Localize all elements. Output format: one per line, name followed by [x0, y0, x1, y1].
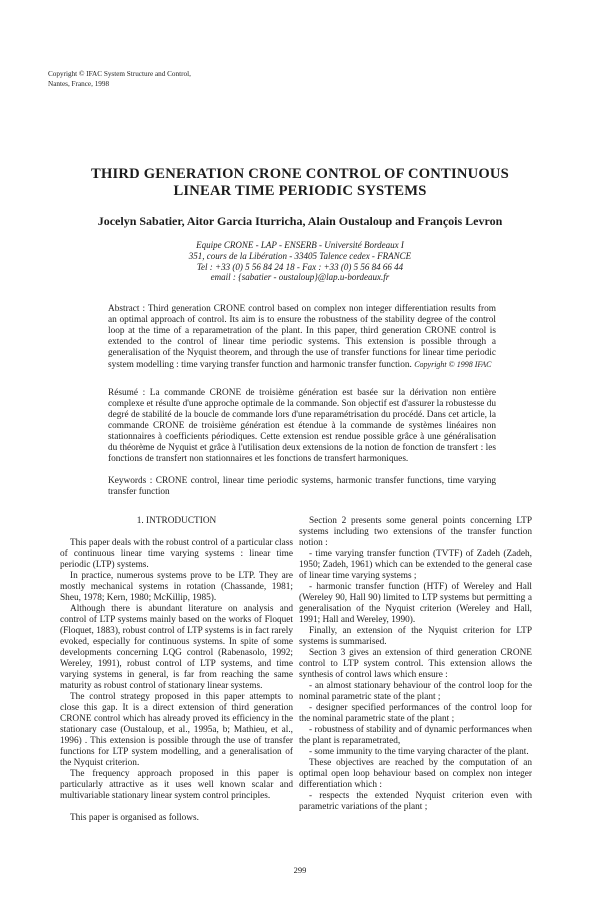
intro-paragraph-5: The frequency approach proposed in this paper is particularly attractive as it uses well known scalar and multivariable stationary linear system control principles.: [60, 769, 293, 801]
right-list-item-performances: - designer specified performances of the control loop for the nominal parametric state of the plant ;: [299, 703, 532, 724]
affiliation-line-2: 351, cours de la Libération - 33405 Talence cedex - FRANCE: [188, 250, 412, 261]
right-list-item-htf: - harmonic transfer function (HTF) of Wereley and Hall (Wereley 90, Hall 90) limited to LTP systems but permitting a generalisation of the Nyquist criterion (Wereley and Hall, 1991; Hall and Wereley, 1990).: [299, 582, 532, 625]
copyright-line-2: Nantes, France, 1998: [48, 80, 110, 88]
right-list-item-immunity: - some immunity to the time varying character of the plant.: [309, 747, 529, 757]
author-list: Jocelyn Sabatier, Aitor Garcia Iturricha, Alain Oustaloup and François Levron: [97, 214, 503, 228]
intro-paragraph-2: In practice, numerous systems prove to be LTP. They are mostly mechanical systems in rotation (Chassande, 1981; Sheu, 1978; Kern, 1980; McKillip, 1985).: [60, 571, 293, 603]
right-paragraph-10: These objectives are reached by the computation of an optimal open loop behaviour based on complex non integer differentiation which :: [299, 758, 532, 790]
right-list-item-nyquist: - respects the extended Nyquist criterion even with parametric variations of the plant ;: [299, 791, 532, 812]
right-column: [299, 516, 532, 813]
copyright-notice: [48, 69, 308, 89]
affiliation-line-1: Equipe CRONE - LAP - ENSERB - Université Bordeaux I: [196, 240, 404, 250]
abstract-text: Abstract : Third generation CRONE control based on complex non integer differentiation results from an optimal approach of control. Its aim is to ensure the robustness of the stability degree of the control loop at the time of a reparametration of the plant. In this paper, third generation CRONE control is extended to the control of linear time periodic systems. This extension is possible through a generalisation of the Nyquist theorem, and through the use of transfer functions for linear time periodic system modelling : time varying transfer function and harmonic transfer function.: [108, 304, 496, 370]
abstract: [108, 304, 496, 371]
abstract-copyright: Copyright © 1998 IFAC: [414, 360, 492, 369]
right-list-item-tvtf: - time varying transfer function (TVTF) of Zadeh (Zadeh, 1950; Zadeh, 1961) which can be extended to the general case of linear time varying systems ;: [299, 549, 532, 581]
intro-paragraph-4: The control strategy proposed in this paper attempts to close this gap. It is a direct extension of third generation CRONE control which has already proved its efficiency in the stationary case (Oustaloup, et al., 1995a, b; Mathieu, et al., 1996) . This extension is possible through the use of transfer functions for LTP system modelling, and a generalisation of the Nyquist criterion.: [60, 692, 293, 768]
affiliation: [70, 240, 530, 283]
copyright-line-1: Copyright © IFAC System Structure and Control,: [48, 70, 191, 78]
left-column: [60, 516, 293, 824]
keywords: Keywords : CRONE control, linear time periodic systems, harmonic transfer functions, time varying transfer function: [108, 476, 496, 497]
title-line-1: THIRD GENERATION CRONE CONTROL OF CONTINUOUS: [91, 166, 509, 182]
title-line-2: LINEAR TIME PERIODIC SYSTEMS: [173, 183, 427, 199]
right-paragraph-1: Section 2 presents some general points concerning LTP systems including two extensions of the transfer function notion :: [299, 516, 532, 548]
intro-paragraph-1: This paper deals with the robust control of a particular class of continuous linear time varying systems : linear time periodic (LTP) systems.: [60, 538, 293, 570]
intro-paragraph-6: This paper is organised as follows.: [70, 813, 199, 823]
intro-paragraph-3: Although there is abundant literature on analysis and control of LTP systems mainly based on the works of Floquet (Floquet, 1883), robust control of LTP systems is in fact rarely evoked, especially for continuous systems. In spite of some developments concerning LQG control (Rabenasolo, 1992; Wereley, 1991), robust control of LTP systems, and time varying systems in general, is far from reaching the same maturity as robust control of stationary linear systems.: [60, 604, 293, 691]
resume-french-abstract: Résumé : La commande CRONE de troisième génération est basée sur la dérivation non entière complexe et résulte d'une approche optimale de la commande. Son objectif est d'assurer la robustesse du degré de stabilité de la boucle de commande lors d'une reparamétrisation du procédé. Dans cet article, la commande CRONE de troisième génération est étendue à la commande de systèmes linéaires non stationnaires à coefficients périodiques. Cette extension est rendue possible grâce à une généralisation du théorème de Nyquist et grâce à l'utilisation deux extensions de la notion de fonction de transfert : les fonctions de transfert non stationnaires et les fonctions de transfert harmoniques.: [108, 388, 497, 464]
right-list-item-stationary: - an almost stationary behaviour of the control loop for the nominal parametric state of the plant ;: [299, 681, 532, 702]
affiliation-email: email : {sabatier - oustaloup}@lap.u-bordeaux.fr: [210, 272, 390, 283]
page-number: 299: [293, 865, 307, 875]
right-list-item-robustness: - robustness of stability and of dynamic performances when the plant is reparametrated,: [299, 725, 532, 746]
right-paragraph-4: Finally, an extension of the Nyquist criterion for LTP systems is summarised.: [299, 626, 532, 647]
paper-title: [40, 166, 560, 200]
section-heading-introduction: 1. INTRODUCTION: [136, 516, 217, 526]
right-paragraph-5: Section 3 gives an extension of third generation CRONE control to LTP system control. This extension allows the synthesis of control laws which ensure :: [299, 648, 532, 680]
affiliation-line-3: Tel : +33 (0) 5 56 84 24 18 - Fax : +33 (0) 5 56 84 66 44: [196, 261, 404, 272]
